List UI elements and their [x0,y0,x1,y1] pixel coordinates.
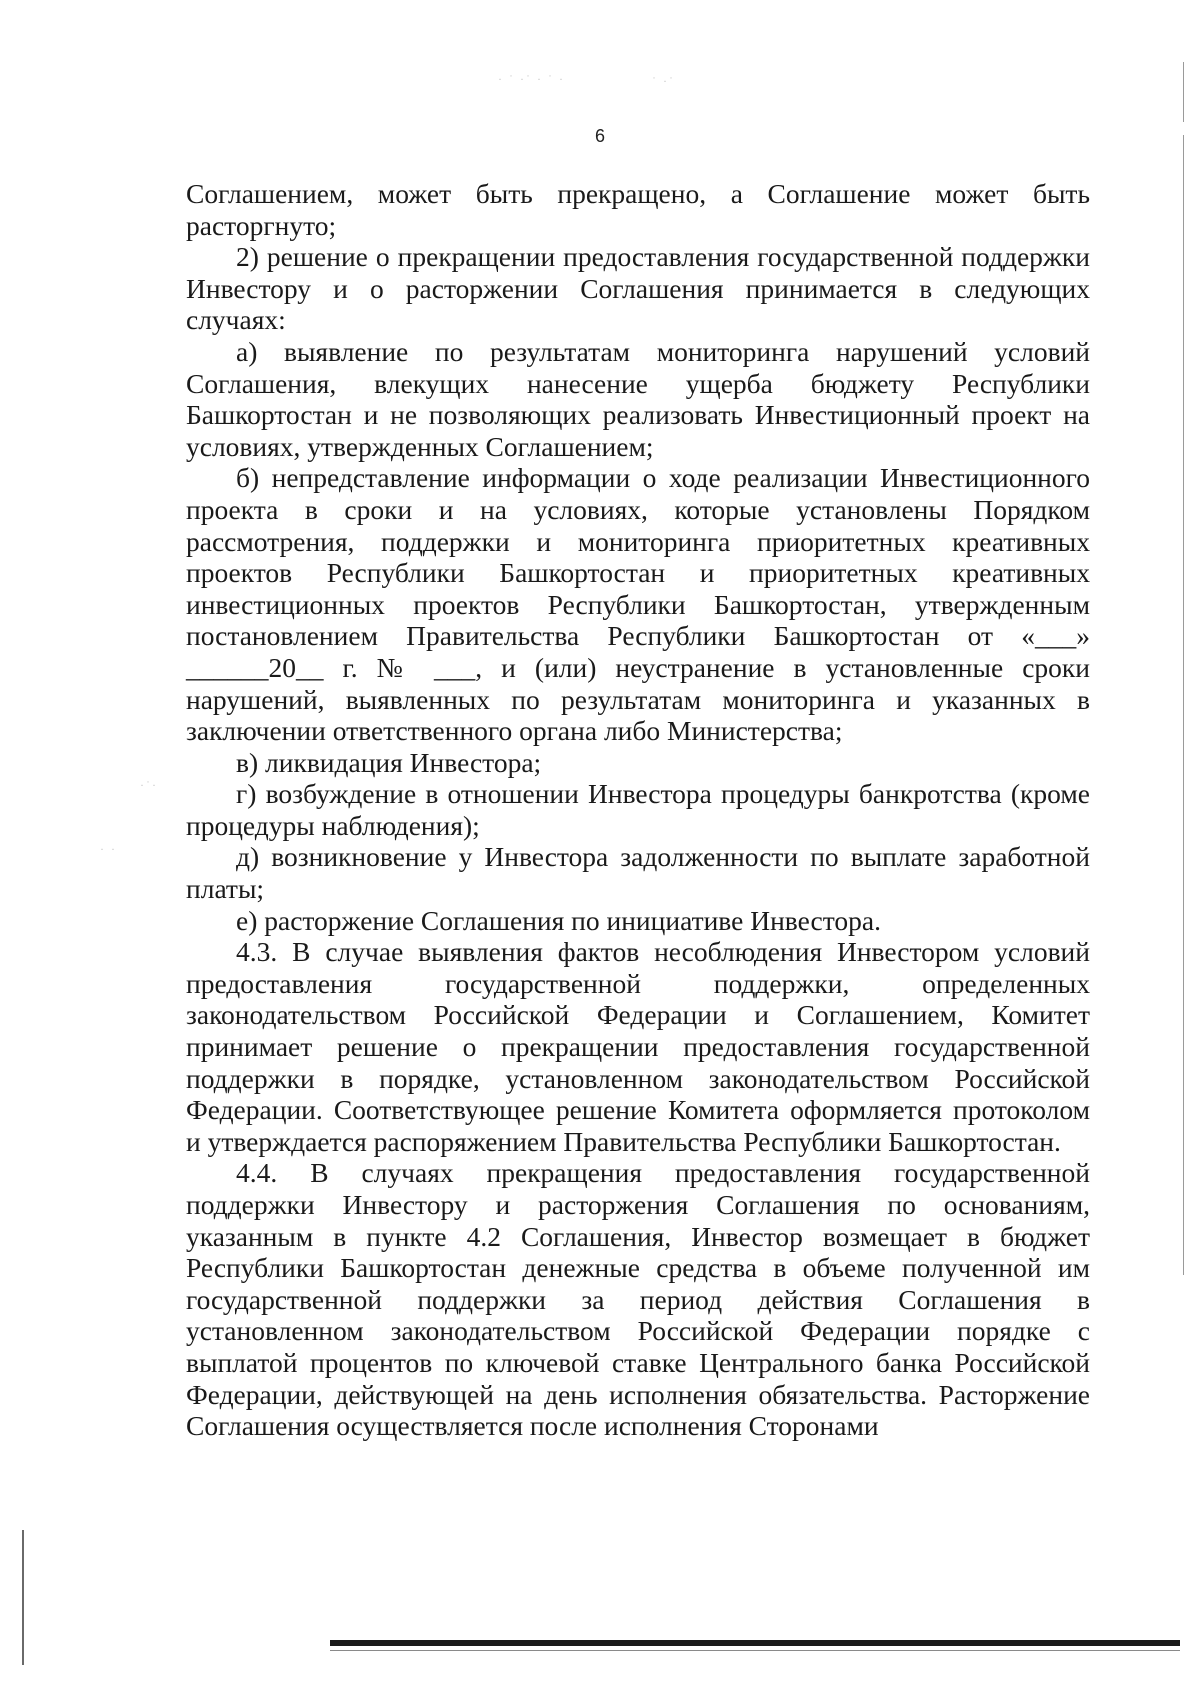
scan-bottom-rule-thin [330,1650,1180,1651]
paragraph-item-g: г) возбуждение в отношении Инвестора процедуры банкротства (кроме процедуры наблюдения); [186,778,1090,841]
paragraph-item-a: а) выявление по результатам мониторинга нарушений условий Соглашения, влекущих нанесение ущерба бюджету Республики Башкортостан и не позволяющих реализовать Инвестиционный проект на условиях, утвержденных Соглашением; [186,335,1090,462]
paragraph-clause-2: 2) решение о прекращении предоставления государственной поддержки Инвестору и о расторжении Соглашения принимается в следующих случаях: [186,241,1090,336]
paragraph-item-e: е) расторжение Соглашения по инициативе Инвестора. [236,904,881,936]
paragraph-item-v: в) ликвидация Инвестора; [236,746,542,778]
scan-edge-right-upper [1183,62,1184,122]
scan-edge-right [1183,135,1184,1275]
scan-artifact-top-right: ˙ ·˙ [652,74,675,88]
scan-artifact-left-dot: · · [100,842,117,856]
paragraph-section-4-4: 4.4. В случаях прекращения предоставления государственной поддержки Инвестору и расторжения Соглашения по основаниям, указанным в пункте 4.2 Соглашения, Инвестор возмещает в бюджет Республики Башкортостан денежные средства в объеме полученной им государственной поддержки за период действия Соглашения в установленном законодательством Российской Федерации порядке с выплатой процентов по ключевой ставке Центрального банка Российской Федерации, действующей на день исполнения обязательства. Расторжение Соглашения осуществляется после исполнения Сторонами [186,1157,1090,1442]
scan-bottom-rule [330,1640,1180,1646]
paragraph-section-4-3: 4.3. В случае выявления фактов несоблюдения Инвестором условий предоставления государственной поддержки, определенных законодательством Российской Федерации и Соглашением, Комитет принимает решение о прекращении предоставления государственной поддержки в порядке, установленном законодательством Российской Федерации. Соответствующее решение Комитета оформляется протоколом и утверждается распоряжением Правительства Республики Башкортостан. [186,936,1090,1157]
document-body [186,178,1090,1442]
scan-artifact-top: · ˙ ·˙ · ˙ · [498,72,565,86]
paragraph-item-d: д) возникновение у Инвестора задолженности по выплате заработной платы; [186,841,1090,905]
scan-edge-left [22,1530,24,1665]
scan-artifact-left-mark: ·˙· [140,778,158,792]
paragraph-continuation: Соглашением, может быть прекращено, а Соглашение может быть расторгнуто; [186,178,1090,241]
paragraph-item-b: б) непредставление информации о ходе реализации Инвестиционного проекта в сроки и на условиях, которые установлены Порядком рассмотрения, поддержки и мониторинга приоритетных креативных проектов Республики Башкортостан и приоритетных креативных инвестиционных проектов Республики Башкортостан, утвержденным постановлением Правительства Республики Башкортостан от «___» ______20__ г. № ___, и (или) неустранение в установленные сроки нарушений, выявленных по результатам мониторинга и указанных в заключении ответственного органа либо Министерства; [186,462,1090,747]
page-number: 6 [594,126,605,146]
